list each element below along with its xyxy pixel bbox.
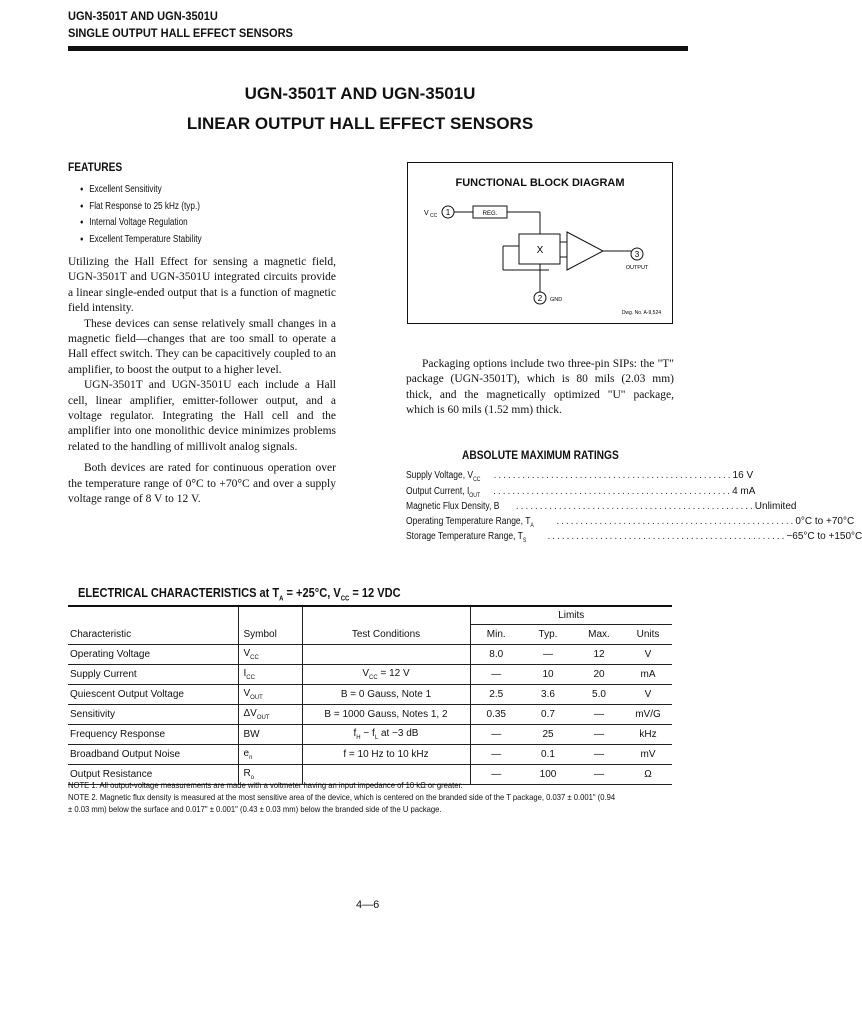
condition-cell	[302, 645, 470, 665]
electrical-heading-sub: A	[279, 595, 284, 603]
rating-label: Magnetic Flux Density, B	[406, 501, 500, 512]
unit-cell: mA	[624, 665, 672, 685]
body-text	[68, 255, 336, 508]
rating-label-sub: S	[522, 538, 527, 544]
amplifier-symbol	[567, 232, 603, 270]
typ-cell: 100	[522, 765, 574, 785]
typ-cell: —	[522, 645, 574, 665]
rating-label: Supply Voltage, V	[406, 470, 474, 481]
min-cell: —	[470, 745, 522, 765]
note-2: NOTE 2. Magnetic flux density is measured at the most sensitive area of the device, which is centered on the branded side of the T package, 0.037 ± 0.001" (0.94 ± 0.03 mm) below the surface and 0.017" ± 0.001" (0.43 ± 0.03 mm) below the branded side of the U package.	[68, 792, 616, 814]
table-row	[68, 705, 672, 725]
rating-label-sub: CC	[473, 477, 481, 483]
running-header-subtitle: SINGLE OUTPUT HALL EFFECT SENSORS	[68, 26, 293, 40]
typ-cell: 0.7	[522, 705, 574, 725]
table-row	[68, 685, 672, 705]
limits-header: Limits	[470, 606, 672, 625]
rating-label: Storage Temperature Range, T	[406, 531, 523, 542]
electrical-characteristics-table	[68, 605, 672, 785]
min-cell: 0.35	[470, 705, 522, 725]
packaging-text	[406, 357, 674, 419]
body-paragraph: Both devices are rated for continuous operation over the temperature range of 0°C to +70°C and over a supply voltage range of 8 V to 12 V.	[68, 462, 336, 506]
rating-value: Unlimited	[754, 501, 797, 512]
rating-value: 4 mA	[732, 486, 756, 497]
pin-3-number: 3	[634, 250, 640, 259]
condition-cell: B = 1000 Gauss, Notes 1, 2	[302, 705, 470, 725]
symbol-cell: $V_{OUT}$	[238, 685, 302, 705]
rating-value: −65°C to +150°C	[786, 531, 862, 542]
note-1: NOTE 1. All output-voltage measurements are made with a voltmeter having an input impedance of 10 kΩ or greater.	[68, 780, 463, 790]
unit-cell: mV/G	[624, 705, 672, 725]
unit-cell: Ω	[624, 765, 672, 785]
packaging-paragraph: Packaging options include two three-pin SIPs: the "T" package (UGN-3501T), which is 80 mils (2.03 mm) thick, and the magnetically optimized "U" package, which is 60 mils (1.52 mm) thick.	[406, 358, 674, 417]
header-rule	[68, 46, 688, 51]
unit-cell: mV	[624, 745, 672, 765]
feature-item: ● Internal Voltage Regulation	[80, 215, 202, 232]
table-row	[68, 745, 672, 765]
column-header: Characteristic	[68, 625, 238, 645]
rating-row: Operating Temperature Range, $T_A$ .................................................. 0°C to +70°C	[406, 516, 855, 529]
symbol-cell: $I_{CC}$	[238, 665, 302, 685]
electrical-heading-text: = +25°C, V	[283, 585, 341, 600]
gnd-label: GND	[550, 297, 563, 303]
body-paragraph: UGN-3501T and UGN-3501U each include a Hall cell, linear amplifier, emitter-follower output, and a voltage regulator. Integrating the Hall cell and the amplifier into one monolithic device minimizes problems related to the handling of millivolt analog signals.	[68, 379, 336, 453]
characteristic-cell: Quiescent Output Voltage	[68, 685, 238, 705]
electrical-heading-text: ELECTRICAL CHARACTERISTICS at T	[78, 585, 280, 600]
column-header: Max.	[574, 625, 624, 645]
electrical-heading	[78, 585, 401, 603]
characteristic-cell: Operating Voltage	[68, 645, 238, 665]
vcc-label-sub: CC	[430, 213, 438, 219]
column-header: Test Conditions	[302, 625, 470, 645]
block-diagram	[407, 162, 673, 324]
min-cell: 2.5	[470, 685, 522, 705]
running-header-title: UGN-3501T AND UGN-3501U	[68, 9, 218, 23]
table-header-row	[68, 606, 672, 625]
pin-2-number: 2	[537, 294, 543, 303]
drawing-number: Dwg. No. A-9,524	[621, 310, 661, 316]
document-title: UGN-3501T AND UGN-3501U	[244, 84, 476, 103]
rating-label: Output Current, I	[406, 486, 470, 497]
feature-item: ● Flat Response to 25 kHz (typ.)	[80, 199, 202, 216]
block-diagram-title: FUNCTIONAL BLOCK DIAGRAM	[455, 177, 625, 189]
column-header: Typ.	[522, 625, 574, 645]
rating-label-sub: OUT	[469, 493, 481, 499]
rating-label: Operating Temperature Range, T	[406, 516, 531, 527]
unit-cell: kHz	[624, 725, 672, 745]
regulator-label: REG.	[482, 211, 498, 217]
pin-1-number: 1	[445, 208, 451, 217]
feature-item: ● Excellent Temperature Stability	[80, 232, 202, 249]
min-cell: 8.0	[470, 645, 522, 665]
rating-label-sub: A	[530, 523, 534, 529]
typ-cell: 0.1	[522, 745, 574, 765]
typ-cell: 10	[522, 665, 574, 685]
typ-cell: 3.6	[522, 685, 574, 705]
characteristic-cell: Frequency Response	[68, 725, 238, 745]
max-cell: 20	[574, 665, 624, 685]
condition-cell: $V_{CC} = 12$ V	[302, 665, 470, 685]
output-label: OUTPUT	[625, 265, 649, 271]
max-cell: —	[574, 745, 624, 765]
rating-row: Storage Temperature Range, $T_S$ .................................................. −65°C to +150°C	[406, 531, 862, 544]
electrical-heading-text: = 12 VDC	[349, 585, 401, 600]
max-cell: —	[574, 725, 624, 745]
max-cell: 12	[574, 645, 624, 665]
table-header-row	[68, 625, 672, 645]
condition-cell: $f_H - f_L$ at −3 dB	[302, 725, 470, 745]
table-notes	[68, 779, 617, 815]
ratings-heading: ABSOLUTE MAXIMUM RATINGS	[462, 448, 619, 462]
symbol-cell: $V_{CC}$	[238, 645, 302, 665]
condition-cell: B = 0 Gauss, Note 1	[302, 685, 470, 705]
symbol-cell: $R_o$	[238, 765, 302, 785]
hall-element-label: X	[536, 245, 544, 256]
features-heading: FEATURES	[68, 160, 123, 174]
document-subtitle: LINEAR OUTPUT HALL EFFECT SENSORS	[186, 114, 534, 133]
column-header: Units	[624, 625, 672, 645]
min-cell: —	[470, 665, 522, 685]
characteristic-cell: Supply Current	[68, 665, 238, 685]
characteristic-cell: Sensitivity	[68, 705, 238, 725]
max-cell: —	[574, 765, 624, 785]
symbol-cell: BW	[238, 725, 302, 745]
max-cell: 5.0	[574, 685, 624, 705]
min-cell: —	[470, 725, 522, 745]
table-row	[68, 665, 672, 685]
body-paragraph: These devices can sense relatively small changes in a magnetic field—changes that are too small to operate a Hall effect switch. They can be capacitively coupled to an amplifier, to boost the output to a higher level.	[68, 317, 336, 376]
table-row	[68, 645, 672, 665]
condition-cell: f = 10 Hz to 10 kHz	[302, 745, 470, 765]
min-cell: —	[470, 765, 522, 785]
symbol-cell: $e_n$	[238, 745, 302, 765]
feature-item: ● Excellent Sensitivity	[80, 182, 202, 199]
page-number: 4—6	[356, 899, 380, 911]
characteristic-cell: Output Resistance	[68, 765, 238, 785]
rating-row: Supply Voltage, $V_{CC}$ .................................................. 16 V	[406, 470, 754, 483]
unit-cell: V	[624, 645, 672, 665]
symbol-cell: $\Delta V_{OUT}$	[238, 705, 302, 725]
body-paragraph: Utilizing the Hall Effect for sensing a magnetic field, UGN-3501T and UGN-3501U integrated circuits provide a linear single-ended output that is a function of magnetic field intensity.	[68, 256, 336, 315]
table-row	[68, 725, 672, 745]
rating-value: 16 V	[732, 470, 754, 481]
typ-cell: 25	[522, 725, 574, 745]
vcc-label: V	[424, 210, 429, 217]
column-header: Symbol	[238, 625, 302, 645]
characteristic-cell: Broadband Output Noise	[68, 745, 238, 765]
electrical-heading-sub: CC	[340, 595, 350, 603]
rating-value: 0°C to +70°C	[795, 516, 855, 527]
max-cell: —	[574, 705, 624, 725]
column-header: Min.	[470, 625, 522, 645]
unit-cell: V	[624, 685, 672, 705]
rating-row: Magnetic Flux Density, B .................................................. Unlimited	[406, 501, 797, 512]
rating-row: Output Current, $I_{OUT}$ .................................................. 4 mA	[406, 486, 756, 499]
features-list	[80, 182, 228, 248]
